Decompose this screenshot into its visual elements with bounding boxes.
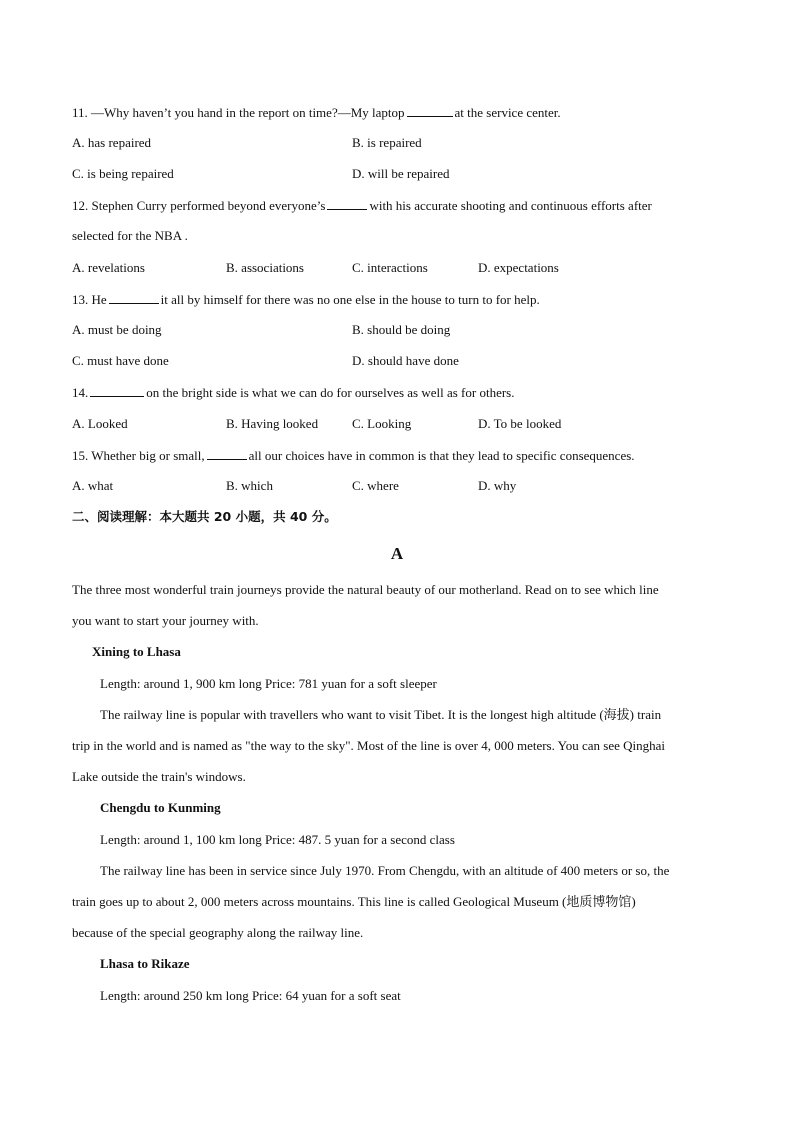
option-a: A. has repaired: [72, 135, 152, 150]
route-desc-line: because of the special geography along the railway line.: [72, 925, 364, 940]
option-d: D. should have done: [352, 353, 459, 368]
route-info: Length: around 250 km long Price: 64 yuan for a soft seat: [100, 988, 401, 1003]
intro-line: The three most wonderful train journeys provide the natural beauty of our motherland. Read on to see which line: [72, 582, 659, 597]
option-c: C. interactions: [352, 260, 428, 275]
answer-blank: [207, 447, 247, 460]
route-desc-line: trip in the world and is named as "the way to the sky". Most of the line is over 4, 000 meters. You can see Qinghai: [72, 738, 665, 753]
option-a: A. must be doing: [72, 322, 162, 337]
stem-text: 15. Whether big or small,: [72, 448, 205, 463]
question-15-stem: [72, 447, 635, 464]
option-b: B. associations: [226, 260, 304, 275]
stem-text: 11. —Why haven’t you hand in the report on time?—My laptop: [72, 105, 405, 120]
section-heading: 二、阅读理解：本大题共 20 小题，共 40 分。: [72, 509, 337, 524]
question-12-stem-line2: selected for the NBA .: [72, 228, 188, 243]
route-desc-line: The railway line is popular with travellers who want to visit Tibet. It is the longest high altitude (海拔) train: [100, 707, 662, 722]
option-b: B. is repaired: [352, 135, 422, 150]
question-12-stem: [72, 197, 652, 214]
question-14-stem: [72, 384, 515, 401]
option-c: C. Looking: [352, 416, 412, 431]
option-c: C. must have done: [72, 353, 169, 368]
passage-title: A: [390, 544, 404, 563]
option-d: D. will be repaired: [352, 166, 450, 181]
intro-line: you want to start your journey with.: [72, 613, 259, 628]
route-desc-line: Lake outside the train's windows.: [72, 769, 246, 784]
option-d: D. why: [478, 478, 517, 493]
route-name: Lhasa to Rikaze: [100, 956, 190, 971]
stem-text: 13. He: [72, 292, 107, 307]
route-info: Length: around 1, 900 km long Price: 781 yuan for a soft sleeper: [100, 676, 437, 691]
option-a: A. Looked: [72, 416, 128, 431]
option-d: D. expectations: [478, 260, 559, 275]
option-a: A. what: [72, 478, 114, 493]
option-b: B. should be doing: [352, 322, 451, 337]
stem-text: 12. Stephen Curry performed beyond everyone’s: [72, 198, 326, 213]
route-name: Xining to Lhasa: [92, 644, 181, 659]
stem-text: with his accurate shooting and continuous efforts after: [369, 198, 652, 213]
stem-text: all our choices have in common is that they lead to specific consequences.: [248, 448, 635, 463]
answer-blank: [90, 384, 144, 397]
answer-blank: [407, 104, 453, 117]
option-c: C. where: [352, 478, 399, 493]
route-desc-line: train goes up to about 2, 000 meters across mountains. This line is called Geological Museum (地质博物馆): [72, 894, 636, 909]
stem-text: 14.: [72, 385, 89, 400]
stem-text: at the service center.: [454, 105, 561, 120]
route-info: Length: around 1, 100 km long Price: 487. 5 yuan for a second class: [100, 832, 455, 847]
stem-text: it all by himself for there was no one else in the house to turn to for help.: [160, 292, 540, 307]
option-d: D. To be looked: [478, 416, 562, 431]
question-13-stem: [72, 291, 540, 308]
answer-blank: [327, 197, 367, 210]
option-a: A. revelations: [72, 260, 145, 275]
route-desc-line: The railway line has been in service since July 1970. From Chengdu, with an altitude of 400 meters or so, the: [100, 863, 670, 878]
question-11-stem: [72, 104, 561, 121]
route-name: Chengdu to Kunming: [100, 800, 221, 815]
option-c: C. is being repaired: [72, 166, 174, 181]
option-b: B. which: [226, 478, 273, 493]
option-b: B. Having looked: [226, 416, 319, 431]
stem-text: on the bright side is what we can do for ourselves as well as for others.: [146, 385, 515, 400]
answer-blank: [109, 291, 159, 304]
